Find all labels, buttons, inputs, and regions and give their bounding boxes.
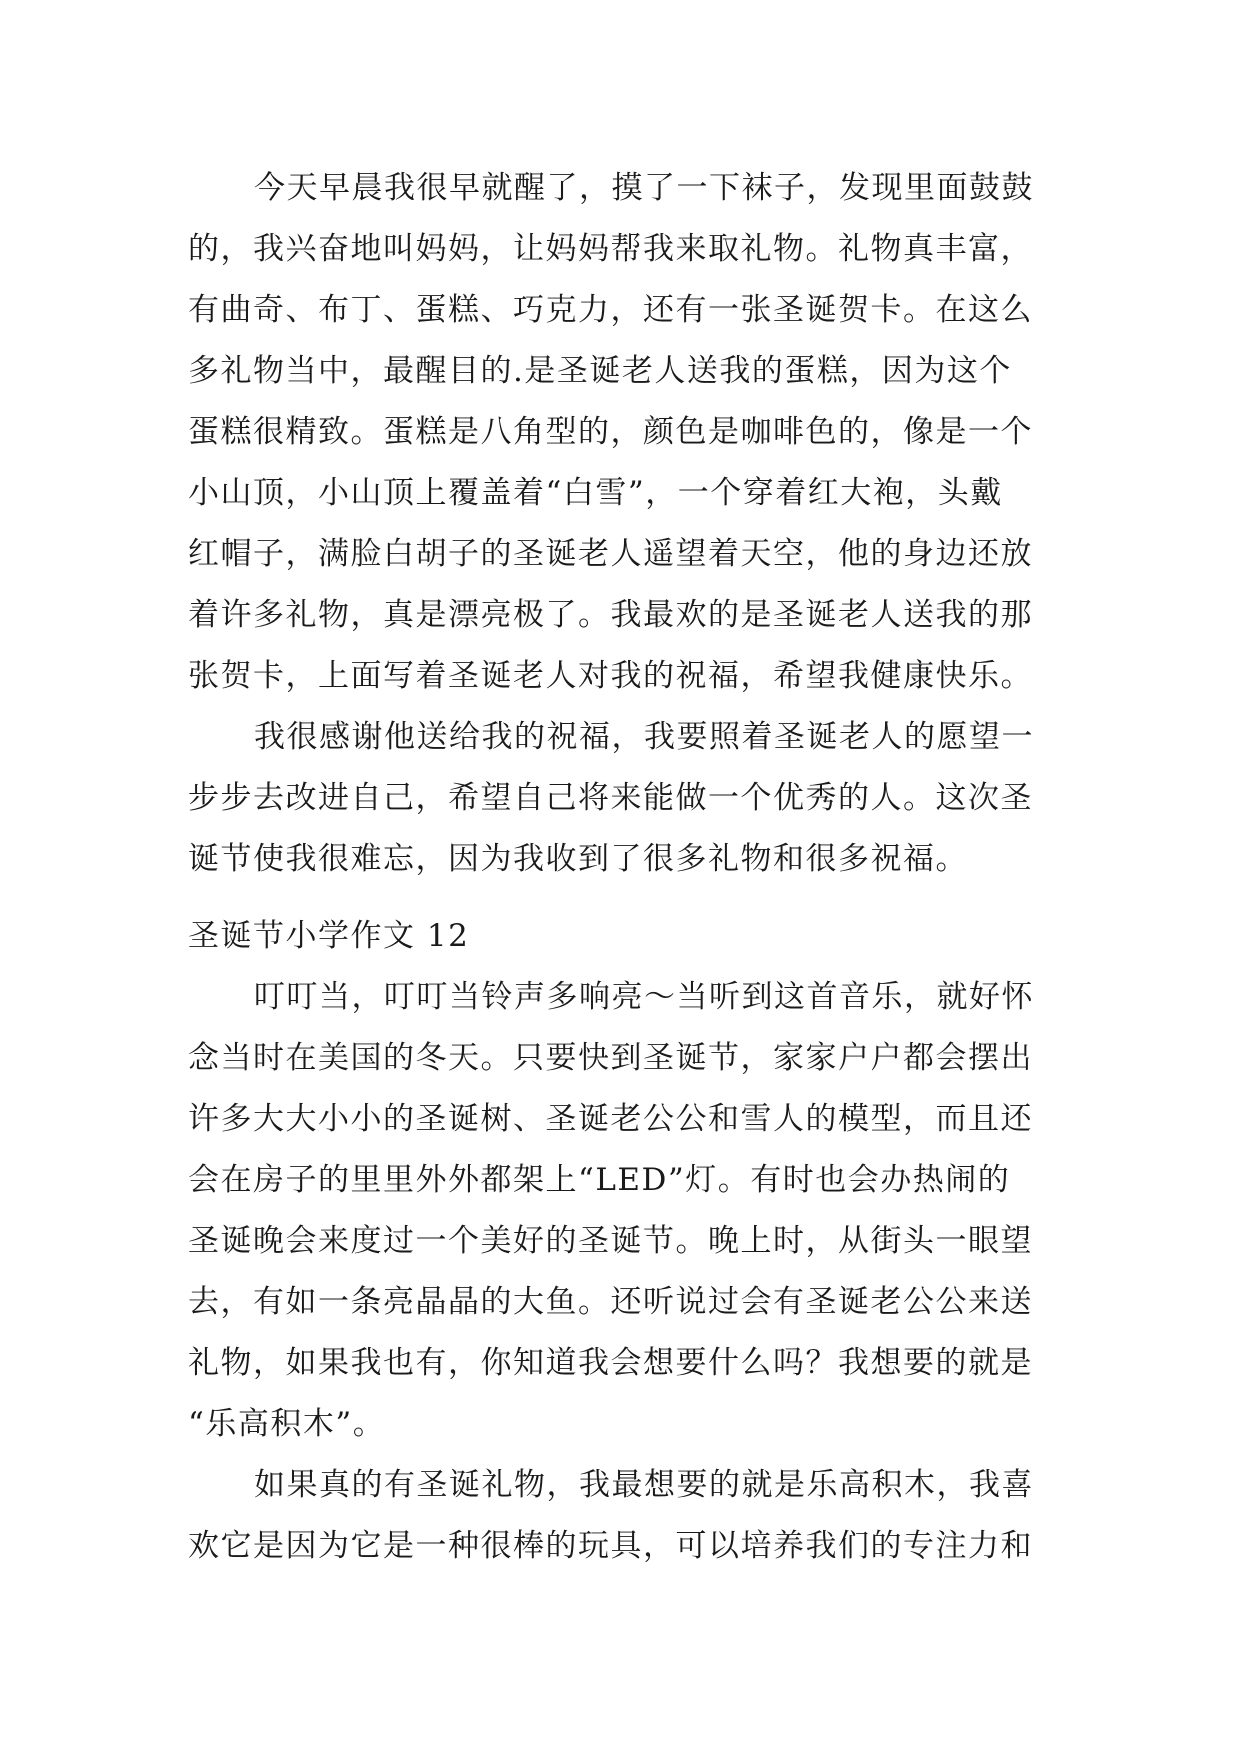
section-heading: 圣诞节小学作文 12 xyxy=(188,918,470,954)
paragraph xyxy=(188,967,1058,1455)
text-line: 的，我兴奋地叫妈妈，让妈妈帮我来取礼物。礼物真丰富， xyxy=(188,231,1033,267)
paragraph xyxy=(188,158,1058,707)
essay-section-12 xyxy=(188,906,1058,1577)
text-line: 张贺卡，上面写着圣诞老人对我的祝福，希望我健康快乐。 xyxy=(188,658,1033,694)
text-line: 会在房子的里里外外都架上“LED”灯。有时也会办热闹的 xyxy=(188,1162,1011,1198)
text-line: 如果真的有圣诞礼物，我最想要的就是乐高积木，我喜 xyxy=(254,1467,1034,1503)
text-line: 有曲奇、布丁、蛋糕、巧克力，还有一张圣诞贺卡。在这么 xyxy=(188,292,1033,328)
text-line: 着许多礼物，真是漂亮极了。我最欢的是圣诞老人送我的那 xyxy=(188,597,1033,633)
text-line: 念当时在美国的冬天。只要快到圣诞节，家家户户都会摆出 xyxy=(188,1040,1033,1076)
text-line: 欢它是因为它是一种很棒的玩具，可以培养我们的专注力和 xyxy=(188,1528,1033,1564)
text-line: 诞节使我很难忘，因为我收到了很多礼物和很多祝福。 xyxy=(188,841,968,877)
text-line: “乐高积木”。 xyxy=(188,1406,386,1442)
text-line: 蛋糕很精致。蛋糕是八角型的，颜色是咖啡色的，像是一个 xyxy=(188,414,1033,450)
text-line: 礼物，如果我也有，你知道我会想要什么吗？我想要的就是 xyxy=(188,1345,1033,1381)
essay-section-continued xyxy=(188,158,1058,890)
paragraph xyxy=(188,707,1058,890)
text-line: 圣诞晚会来度过一个美好的圣诞节。晚上时，从街头一眼望 xyxy=(188,1223,1033,1259)
text-line: 多礼物当中，最醒目的.是圣诞老人送我的蛋糕，因为这个 xyxy=(188,353,1012,389)
text-line: 去，有如一条亮晶晶的大鱼。还听说过会有圣诞老公公来送 xyxy=(188,1284,1033,1320)
text-line: 我很感谢他送给我的祝福，我要照着圣诞老人的愿望一 xyxy=(254,719,1034,755)
text-line: 步步去改进自己，希望自己将来能做一个优秀的人。这次圣 xyxy=(188,780,1033,816)
text-line: 红帽子，满脸白胡子的圣诞老人遥望着天空，他的身边还放 xyxy=(188,536,1033,572)
text-line: 今天早晨我很早就醒了，摸了一下袜子，发现里面鼓鼓 xyxy=(254,170,1034,206)
text-line: 叮叮当，叮叮当铃声多响亮～当听到这首音乐，就好怀 xyxy=(254,979,1034,1015)
text-line: 小山顶，小山顶上覆盖着“白雪”，一个穿着红大袍，头戴 xyxy=(188,475,1003,511)
paragraph xyxy=(188,1455,1058,1577)
text-line: 许多大大小小的圣诞树、圣诞老公公和雪人的模型，而且还 xyxy=(188,1101,1033,1137)
